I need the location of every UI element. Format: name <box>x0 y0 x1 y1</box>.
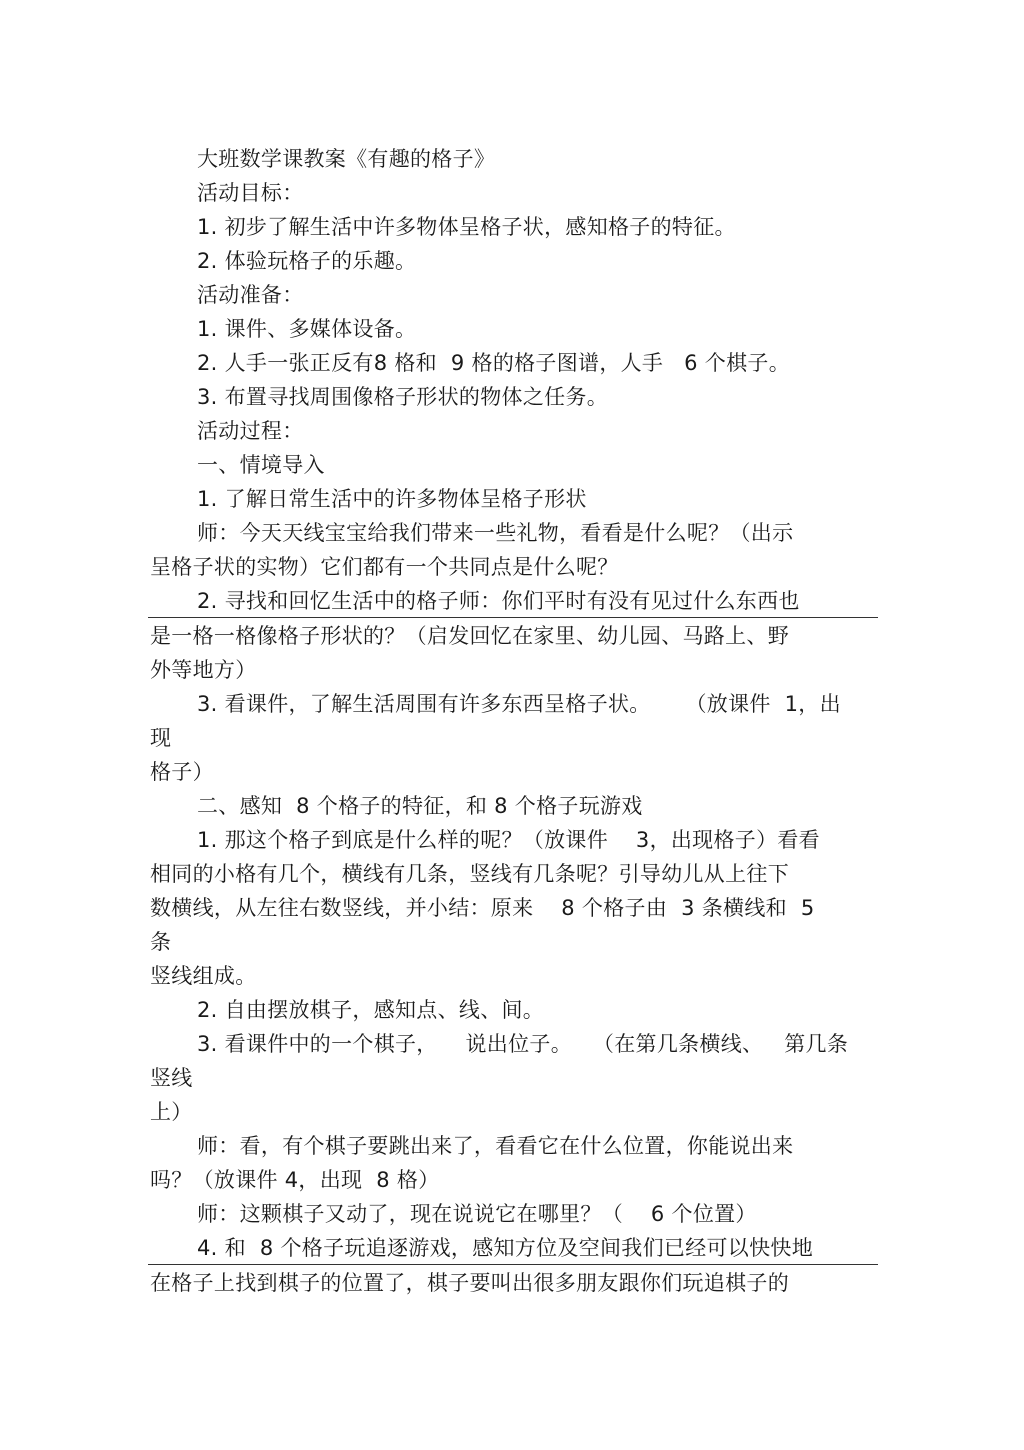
doc-line: 条 <box>150 930 172 954</box>
doc-line: 外等地方） <box>150 658 257 682</box>
doc-title: 大班数学课教案《有趣的格子》 <box>197 147 496 171</box>
doc-line: 现 <box>150 726 172 750</box>
doc-line: 呈格子状的实物）它们都有一个共同点是什么呢？ <box>150 555 619 579</box>
doc-line: 3. 布置寻找周围像格子形状的物体之任务。 <box>197 385 609 409</box>
doc-line: 1. 课件、多媒体设备。 <box>197 317 417 341</box>
doc-line: 在格子上找到棋子的位置了，棋子要叫出很多朋友跟你们玩追棋子的 <box>150 1271 789 1295</box>
doc-line: 师：这颗棋子又动了，现在说说它在哪里？（ 6 个位置） <box>197 1202 757 1226</box>
doc-line: 活动过程： <box>197 419 304 443</box>
doc-line: 2. 人手一张正反有8 格和 9 格的格子图谱，人手 6 个棋子。 <box>197 351 790 375</box>
doc-line: 师：看，有个棋子要跳出来了，看看它在什么位置，你能说出来 <box>197 1134 794 1158</box>
doc-line: 活动目标： <box>197 181 304 205</box>
doc-line: 竖线组成。 <box>150 964 257 988</box>
doc-line: 1. 初步了解生活中许多物体呈格子状，感知格子的特征。 <box>197 215 736 239</box>
doc-line: 数横线，从左往右数竖线，并小结：原来 8 个格子由 3 条横线和 5 <box>150 896 815 920</box>
doc-line: 4. 和 8 个格子玩追逐游戏，感知方位及空间我们已经可以快快地 <box>197 1236 813 1260</box>
doc-line: 2. 自由摆放棋子，感知点、线、间。 <box>197 998 545 1022</box>
doc-line: 是一格一格像格子形状的？（启发回忆在家里、幼儿园、马路上、野 <box>150 624 789 648</box>
doc-line: 3. 看课件，了解生活周围有许多东西呈格子状。 （放课件 1，出 <box>197 692 841 716</box>
doc-line: 格子） <box>150 760 214 784</box>
doc-line: 竖线 <box>150 1066 193 1090</box>
doc-line: 1. 了解日常生活中的许多物体呈格子形状 <box>197 487 587 511</box>
doc-line: 1. 那这个格子到底是什么样的呢？（放课件 3，出现格子）看看 <box>197 828 820 852</box>
doc-line: 一、情境导入 <box>197 453 325 477</box>
doc-line: 相同的小格有几个，横线有几条，竖线有几条呢？引导幼儿从上往下 <box>150 862 789 886</box>
doc-line: 上） <box>150 1100 193 1124</box>
doc-line: 2. 寻找和回忆生活中的格子师：你们平时有没有见过什么东西也 <box>197 589 800 613</box>
separator-line <box>148 1264 878 1265</box>
doc-line: 3. 看课件中的一个棋子， 说出位子。 （在第几条横线、 第几条 <box>197 1032 849 1056</box>
doc-line: 吗？（放课件 4，出现 8 格） <box>150 1168 440 1192</box>
doc-line: 师：今天天线宝宝给我们带来一些礼物，看看是什么呢？（出示 <box>197 521 794 545</box>
doc-line: 2. 体验玩格子的乐趣。 <box>197 249 417 273</box>
doc-line: 活动准备： <box>197 283 304 307</box>
separator-line <box>148 617 878 618</box>
doc-line: 二、感知 8 个格子的特征，和 8 个格子玩游戏 <box>197 794 643 818</box>
